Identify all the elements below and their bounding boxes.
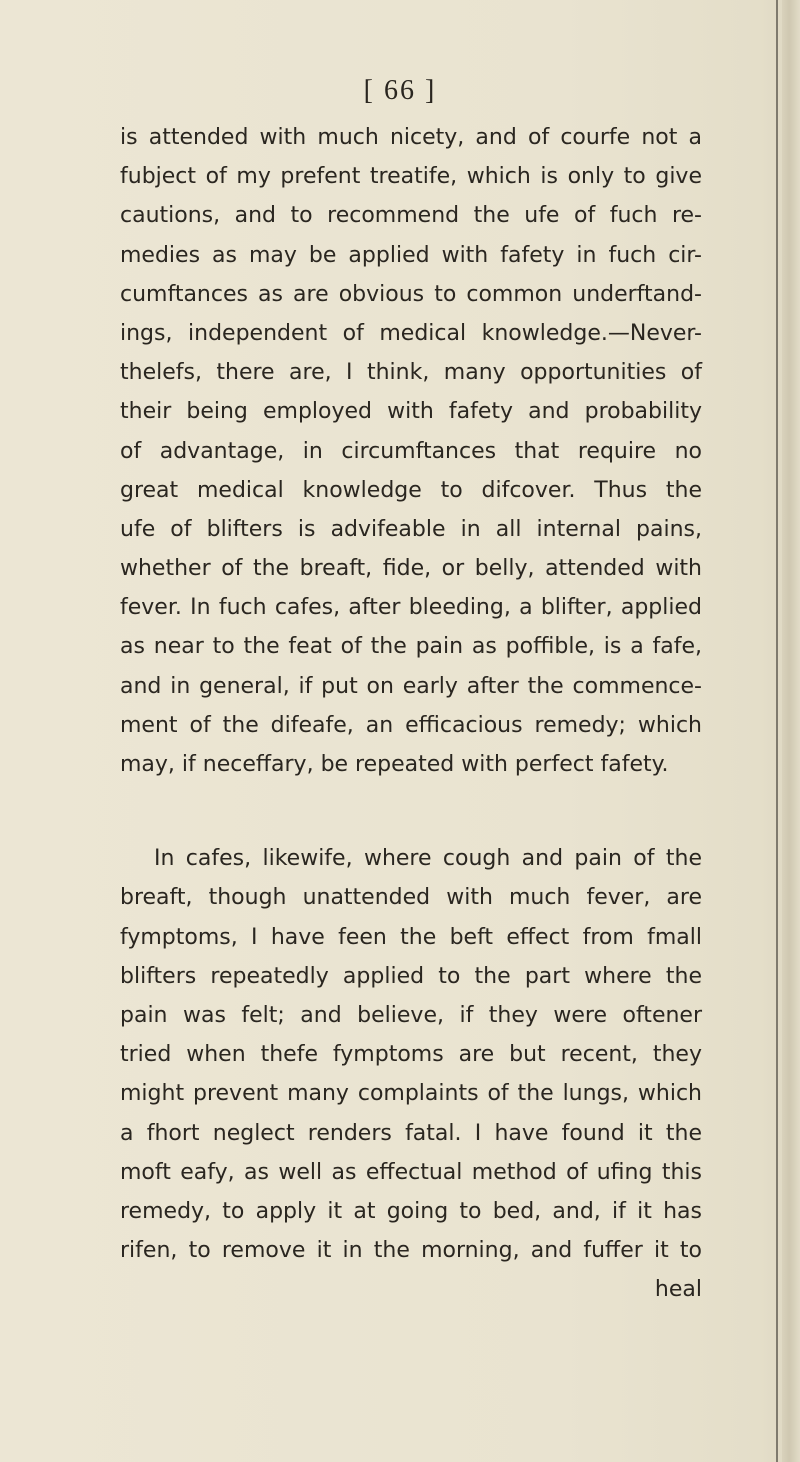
text-line: fever. In fuch cafes, after bleeding, a blifter, applied xyxy=(120,595,702,621)
text-line: their being employed with fafety and probability xyxy=(120,399,702,425)
text-line: cumftances as are obvious to common underftand- xyxy=(120,281,702,307)
text-line: a fhort neglect renders fatal. I have found it the xyxy=(120,1120,702,1146)
text-line: ings, independent of medical knowledge.—Never- xyxy=(120,320,702,346)
text-line: In cafes, likewife, where cough and pain of the xyxy=(154,846,702,872)
text-line: might prevent many complaints of the lungs, which xyxy=(120,1081,702,1107)
catchword: heal xyxy=(654,1277,702,1303)
text-line: breaft, though unattended with much fever, are xyxy=(120,885,702,911)
text-line: ufe of blifters is advifeable in all internal pains, xyxy=(120,516,702,542)
text-line: may, if neceffary, be repeated with perfect fafety. xyxy=(120,752,669,777)
text-line: ment of the difeafe, an efficacious remedy; which xyxy=(120,712,702,738)
paragraph-gap xyxy=(120,784,702,839)
page-body-text xyxy=(120,118,702,1309)
text-line: thelefs, there are, I think, many opportunities of xyxy=(120,360,702,386)
text-line: fubject of my prefent treatife, which is only to give xyxy=(120,164,702,190)
page-number-header: [ 66 ] xyxy=(363,75,437,106)
text-line: cautions, and to recommend the ufe of fuch re- xyxy=(120,203,702,229)
text-line: whether of the breaft, fide, or belly, attended with xyxy=(120,556,702,582)
page-gutter xyxy=(782,0,800,1462)
text-line: great medical knowledge to difcover. Thus the xyxy=(120,477,702,503)
text-line: remedy, to apply it at going to bed, and, if it has xyxy=(120,1198,702,1224)
paragraph-1 xyxy=(120,118,702,784)
text-line: is attended with much nicety, and of courfe not a xyxy=(120,125,702,150)
text-line: rifen, to remove it in the morning, and fuffer it to xyxy=(120,1238,702,1264)
text-line: and in general, if put on early after the commence- xyxy=(120,673,702,699)
text-line: tried when thefe fymptoms are but recent, they xyxy=(120,1042,702,1068)
text-line: moft eafy, as well as effectual method of ufing this xyxy=(120,1159,702,1185)
text-line: as near to the feat of the pain as poffible, is a fafe, xyxy=(120,634,702,660)
text-line: pain was felt; and believe, if they were oftener xyxy=(120,1002,702,1028)
paragraph-2 xyxy=(120,839,702,1309)
text-line: blifters repeatedly applied to the part where the xyxy=(120,963,702,989)
text-line: of advantage, in circumftances that require no xyxy=(120,438,702,464)
text-line: medies as may be applied with fafety in fuch cir- xyxy=(120,242,702,268)
gutter-shadow-line xyxy=(776,0,778,1462)
text-line: fymptoms, I have feen the beft effect from fmall xyxy=(120,924,702,950)
